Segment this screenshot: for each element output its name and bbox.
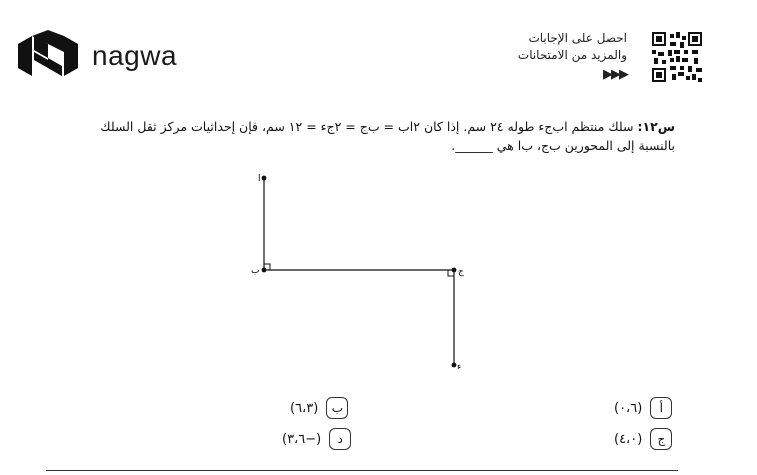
point-a xyxy=(262,176,267,181)
option-a-letter: أ xyxy=(650,397,672,419)
promo-text[interactable] xyxy=(518,30,627,83)
brand-name: nagwa xyxy=(92,40,178,71)
option-b-letter: ب xyxy=(326,397,348,419)
option-c-letter: ج xyxy=(650,428,672,450)
promo-line-2: والمزيد من الامتحانات xyxy=(517,48,627,62)
point-c xyxy=(452,268,457,273)
option-a-value: (٠،٦) xyxy=(614,400,643,416)
point-b xyxy=(262,268,267,273)
option-c-value: (٤،٠) xyxy=(614,431,643,447)
option-a[interactable] xyxy=(614,397,672,419)
option-c[interactable] xyxy=(614,428,672,450)
promo-line-1: احصل على الإجابات xyxy=(528,31,627,45)
question-body-1: سلك منتظم اب‌جء طوله ٢٤ سم. إذا كان ٢اب = ب‌ج = ٢جء = ١٢ سم، فإن إحداثيات مركز ثقل السلك xyxy=(100,119,634,134)
point-d xyxy=(452,363,457,368)
arrows-icon: ▶▶▶ xyxy=(603,67,627,82)
footer-divider xyxy=(46,470,678,471)
label-a: ا xyxy=(258,174,261,184)
wire-diagram xyxy=(240,168,480,378)
option-d-letter: د xyxy=(329,428,351,450)
nagwa-logo-icon xyxy=(18,30,78,82)
label-c: ج xyxy=(458,267,464,277)
question-line-1 xyxy=(35,117,675,136)
question-line-2: بالنسبة إلى المحورين ب‌ج، ب‌ا هي ______. xyxy=(451,138,675,153)
qr-code-icon[interactable] xyxy=(652,32,702,82)
label-d: ء xyxy=(457,362,462,372)
option-d-value: (−٣،٦) xyxy=(282,431,322,447)
label-b: ب xyxy=(251,266,260,276)
option-d[interactable] xyxy=(282,428,351,450)
option-b[interactable] xyxy=(290,397,348,419)
nagwa-logo[interactable] xyxy=(18,30,177,82)
question-number: س١٢: xyxy=(637,119,675,134)
option-b-value: (٦،٣) xyxy=(290,400,319,416)
question-text xyxy=(35,117,675,155)
